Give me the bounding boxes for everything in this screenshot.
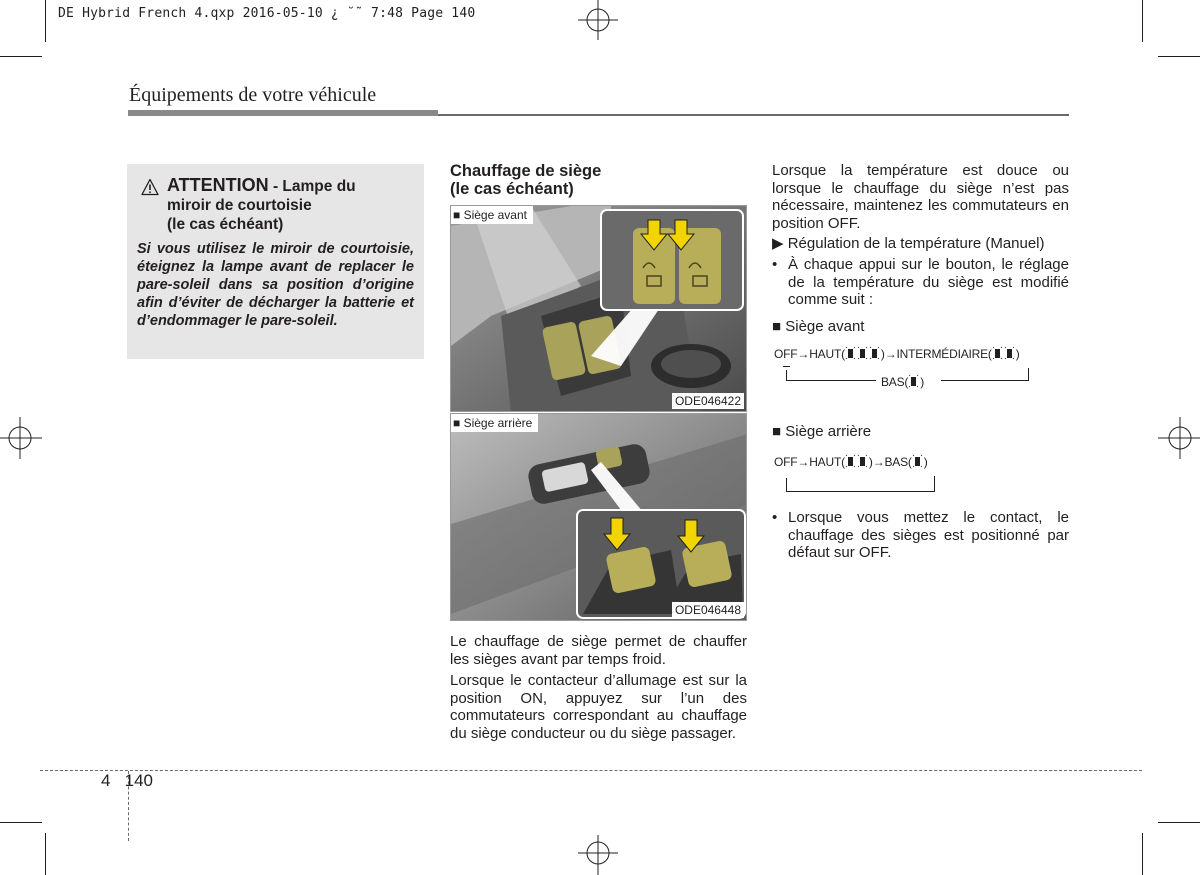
section-title: Équipements de votre véhicule (129, 84, 377, 106)
chapter-number: 4 (101, 771, 111, 790)
seq-bas: BAS( (884, 455, 912, 469)
seq-bas: BAS( (881, 375, 909, 389)
page-value: 140 (124, 771, 154, 790)
bullet-char: • (772, 509, 778, 526)
seq-off: OFF (774, 347, 798, 361)
figure-code-front: ODE046422 (672, 393, 744, 409)
front-seat-label: ■ Siège avant (772, 318, 865, 335)
front-console-photo (451, 206, 747, 412)
off-advice-text: Lorsque la température est douce ou lorsque le chauffage du siège n’est pas nécessaire, maintenez les commutateurs en position OFF. (772, 162, 1069, 232)
front-seat-sequence (774, 346, 1020, 361)
cycle-line (786, 478, 787, 492)
registration-mark-icon (1158, 415, 1200, 461)
seat-heater-icon (908, 374, 920, 388)
seq-close: ) (923, 455, 928, 469)
rear-seat-sequence (774, 454, 928, 469)
seat-heating-heading (450, 162, 750, 198)
heading-line1: Chauffage de siège (450, 162, 602, 180)
warning-triangle-icon (141, 178, 159, 196)
registration-mark-icon (573, 0, 623, 40)
print-slug: DE Hybrid French 4.qxp 2016-05-10 ¿ ˘˜ 7:48 Page 140 (58, 6, 476, 21)
seat-heater-icon (845, 346, 881, 360)
cycle-arrowhead (783, 366, 790, 367)
seq-close: ) (868, 455, 873, 469)
attention-title (167, 176, 356, 234)
seq-arrow: → (797, 347, 810, 361)
seq-arrow: → (872, 455, 885, 469)
heading-line2: (le cas échéant) (450, 180, 574, 198)
default-off-text: Lorsque vous mettez le contact, le chauffage des sièges est positionné par défaut sur OFF. (788, 509, 1069, 561)
figure-code-rear: ODE046448 (672, 602, 744, 618)
rear-seat-label: ■ Siège arrière (772, 423, 872, 440)
registration-mark-icon (0, 415, 42, 461)
attention-label: ATTENTION (167, 175, 269, 195)
title-rule (438, 114, 1069, 116)
crop-mark (45, 0, 46, 42)
crop-mark (0, 822, 42, 823)
crop-mark (1158, 822, 1200, 823)
rear-door-photo (451, 414, 747, 621)
crop-mark (1142, 833, 1143, 875)
page-number (101, 771, 153, 791)
press-bullet (772, 256, 1069, 309)
attention-title-line2: miroir de courtoisie (167, 197, 312, 214)
cycle-line (786, 370, 787, 380)
rear-seat-figure (450, 413, 747, 621)
seat-heater-icon (992, 346, 1016, 360)
page-separator (128, 771, 129, 841)
seq-haut: HAUT( (809, 455, 845, 469)
seq-arrow: → (884, 347, 897, 361)
attention-title-line3: (le cas échéant) (167, 216, 284, 233)
crop-mark (45, 833, 46, 875)
cycle-line (1028, 368, 1029, 381)
seq-inter: INTERMÉDIAIRE( (896, 347, 992, 361)
attention-title-rest: - Lampe du (268, 178, 356, 195)
seat-heating-para2: Lorsque le contacteur d’allumage est sur la position ON, appuyez sur l’un des commutateurs correspondant au chauffage du siège conducteur ou du siège passager. (450, 672, 747, 742)
title-bar (128, 110, 438, 116)
seq-off: OFF (774, 455, 798, 469)
crop-mark (1142, 0, 1143, 42)
front-seq-bas (881, 374, 924, 389)
seq-close: ) (920, 375, 925, 389)
attention-box (127, 164, 424, 359)
cycle-line (934, 476, 935, 492)
figure-tag-rear: ■ Siège arrière (451, 414, 538, 432)
attention-header (137, 176, 414, 234)
crop-mark (0, 56, 42, 57)
crop-mark (1158, 56, 1200, 57)
regulation-heading: ▶ Régulation de la température (Manuel) (772, 235, 1045, 252)
seat-heater-icon (912, 454, 924, 468)
default-off-bullet (772, 509, 1069, 562)
attention-text: Si vous utilisez le miroir de courtoisie, éteignez la lampe avant de replacer le pare-soleil dans sa position d’origine afin d’éviter de décharger la batterie et d’endommager le pare-soleil. (137, 241, 414, 329)
bullet-char: • (772, 256, 778, 273)
seq-close: ) (1015, 347, 1020, 361)
cycle-line (786, 491, 935, 492)
seq-arrow: → (797, 455, 810, 469)
press-bullet-text: À chaque appui sur le bouton, le réglage de la température du siège est modifié comme suit : (788, 256, 1069, 308)
seq-haut: HAUT( (809, 347, 845, 361)
figure-tag-front: ■ Siège avant (451, 206, 533, 224)
cycle-line (786, 380, 876, 381)
cycle-line (941, 380, 1029, 381)
seat-heating-para1: Le chauffage de siège permet de chauffer les sièges avant par temps froid. (450, 633, 747, 668)
seq-close: ) (880, 347, 885, 361)
seat-heater-icon (845, 454, 869, 468)
registration-mark-icon (573, 835, 623, 875)
front-seat-figure (450, 205, 747, 412)
footer-rule (40, 770, 1142, 771)
